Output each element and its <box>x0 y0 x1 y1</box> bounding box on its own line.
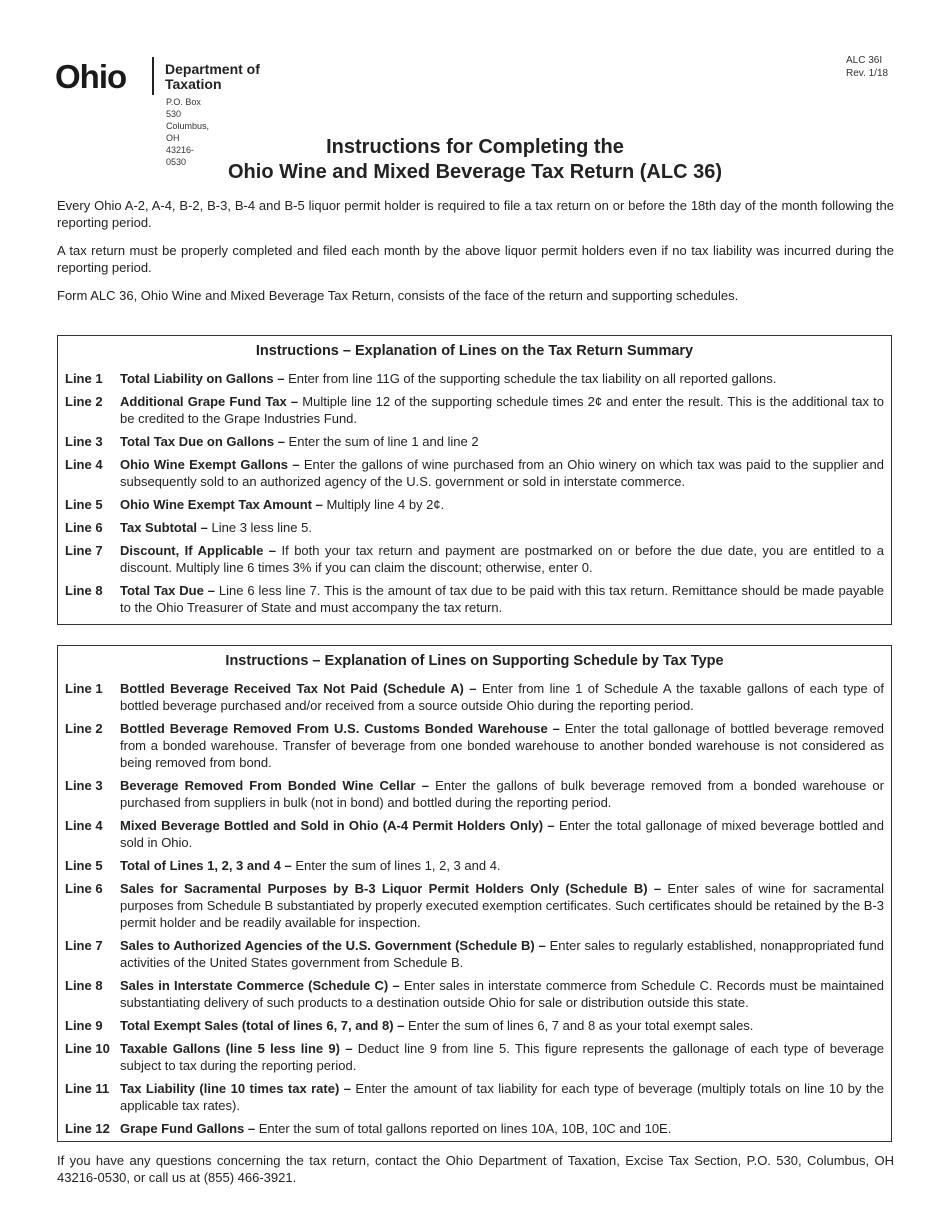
line-number: Line 1 <box>65 681 103 696</box>
department-name-line1: Department of <box>165 61 260 77</box>
line-term: Taxable Gallons (line 5 less line 9) – <box>120 1041 353 1056</box>
line-term: Sales for Sacramental Purposes by B-3 Liquor Permit Holders Only (Schedule B) – <box>120 881 662 896</box>
instruction-line <box>58 582 891 616</box>
intro-paragraph: A tax return must be properly completed and filed each month by the above liquor permit holders even if no tax liability was incurred during the reporting period. <box>57 243 894 275</box>
form-code: ALC 36I <box>846 55 883 66</box>
line-term: Sales to Authorized Agencies of the U.S. Government (Schedule B) – <box>120 938 546 953</box>
schedule-instructions-box <box>57 645 892 1142</box>
line-body: Enter from line 1 of Schedule A the taxable gallons of each type of bottled beverage purchased and/or received from a source outside Ohio during the reporting period. <box>120 681 884 713</box>
line-number: Line 5 <box>65 497 103 512</box>
address-line2: Columbus, OH 43216-0530 <box>166 121 210 167</box>
line-term: Bottled Beverage Received Tax Not Paid (Schedule A) – <box>120 681 477 696</box>
line-number: Line 2 <box>65 394 103 409</box>
page-title <box>0 135 950 185</box>
line-term: Ohio Wine Exempt Gallons – <box>120 457 300 472</box>
line-description <box>120 1017 891 1034</box>
line-term: Additional Grape Fund Tax – <box>120 394 299 409</box>
line-description <box>120 1040 891 1074</box>
instruction-line <box>58 937 891 971</box>
line-body: Line 6 less line 7. This is the amount of tax due to be paid with this tax return. Remittance should be made payable to the Ohio Treasurer of State and must accompany the tax return. <box>120 583 884 615</box>
instruction-line <box>58 1040 891 1074</box>
instruction-line <box>58 880 891 931</box>
line-body: Enter sales of wine for sacramental purposes from Schedule B substantiated by properly executed exemption certificates. Such certificates should be retained by the B-3 permit holder and be readily available for inspection. <box>120 881 884 930</box>
schedule-heading: Instructions – Explanation of Lines on Supporting Schedule by Tax Type <box>225 653 724 669</box>
line-description <box>120 680 891 714</box>
line-description <box>120 519 891 536</box>
line-body: Enter the sum of total gallons reported on lines 10A, 10B, 10C and 10E. <box>255 1121 672 1136</box>
line-number: Line 3 <box>65 434 103 449</box>
line-description <box>120 456 891 490</box>
line-body: Enter the sum of line 1 and line 2 <box>284 434 479 449</box>
line-term: Tax Liability (line 10 times tax rate) – <box>120 1081 351 1096</box>
line-term: Total Tax Due on Gallons – <box>120 434 285 449</box>
line-description <box>120 777 891 811</box>
form-identifier <box>846 54 888 80</box>
line-number: Line 10 <box>65 1041 110 1056</box>
instruction-line <box>58 1120 891 1137</box>
line-term: Beverage Removed From Bonded Wine Cellar – <box>120 778 429 793</box>
line-body: Enter sales in interstate commerce from Schedule C. Records must be maintained substantiating delivery of such products to a destination outside Ohio for sale or distribution outside this state. <box>120 978 885 1010</box>
department-name-line2: Taxation <box>165 76 222 92</box>
line-body: Multiple line 12 of the supporting schedule times 2¢ and enter the result. This is the additional tax to be credited to the Grape Industries Fund. <box>120 394 884 426</box>
line-term: Mixed Beverage Bottled and Sold in Ohio (A-4 Permit Holders Only) – <box>120 818 555 833</box>
line-number: Line 5 <box>65 858 103 873</box>
line-description <box>120 393 891 427</box>
line-term: Total Exempt Sales (total of lines 6, 7, and 8) – <box>120 1018 405 1033</box>
line-term: Total of Lines 1, 2, 3 and 4 – <box>120 858 292 873</box>
form-revision: Rev. 1/18 <box>846 68 889 79</box>
line-description <box>120 857 891 874</box>
instruction-line <box>58 1017 891 1034</box>
line-description <box>120 937 891 971</box>
instruction-line <box>58 370 891 387</box>
line-description <box>120 720 891 771</box>
line-description <box>120 880 891 931</box>
line-body: Enter the amount of tax liability for each type of beverage (multiply totals on line 10 by the applicable tax rates). <box>120 1081 885 1113</box>
instruction-line <box>58 857 891 874</box>
intro-paragraph: Form ALC 36, Ohio Wine and Mixed Beverage Tax Return, consists of the face of the return and supporting schedules. <box>57 288 739 303</box>
instruction-line <box>58 720 891 771</box>
line-term: Grape Fund Gallons – <box>120 1121 256 1136</box>
line-number: Line 7 <box>65 938 103 953</box>
line-description <box>120 1120 891 1137</box>
page-title-line2: Ohio Wine and Mixed Beverage Tax Return (ALC 36) <box>228 161 722 183</box>
line-term: Discount, If Applicable – <box>120 543 277 558</box>
line-number: Line 12 <box>65 1121 110 1136</box>
line-body: Enter the gallons of wine purchased from an Ohio winery on which tax was paid to the supplier and subsequently sold to an authorized agency of the U.S. government or sold in interstate commerce. <box>120 457 884 489</box>
line-number: Line 1 <box>65 371 103 386</box>
schedule-line-list <box>58 680 891 1137</box>
instruction-line <box>58 777 891 811</box>
line-body: Enter sales to regularly established, nonappropriated fund activities of the United States government from Schedule B. <box>120 938 884 970</box>
line-number: Line 3 <box>65 778 103 793</box>
instruction-line <box>58 496 891 513</box>
line-term: Total Liability on Gallons – <box>120 371 285 386</box>
summary-line-list <box>58 370 891 616</box>
intro-paragraph: Every Ohio A-2, A-4, B-2, B-3, B-4 and B-5 liquor permit holder is required to file a tax return on or before the 18th day of the month following the reporting period. <box>57 198 894 230</box>
line-body: Enter the sum of lines 1, 2, 3 and 4. <box>291 858 501 873</box>
line-number: Line 2 <box>65 721 103 736</box>
line-description <box>120 977 891 1011</box>
instruction-line <box>58 433 891 450</box>
line-number: Line 8 <box>65 583 103 598</box>
line-number: Line 4 <box>65 457 103 472</box>
instruction-line <box>58 817 891 851</box>
logo-divider <box>152 57 154 95</box>
line-description <box>120 582 891 616</box>
line-body: Enter the total gallonage of mixed beverage bottled and sold in Ohio. <box>120 818 884 850</box>
line-body: Enter the gallons of bulk beverage removed from a bonded warehouse or purchased from suppliers in bulk (not in bond) and bottled during the reporting period. <box>120 778 884 810</box>
instruction-line <box>58 542 891 576</box>
ohio-logo-wordmark: Ohio <box>55 58 127 95</box>
instruction-line <box>58 680 891 714</box>
line-number: Line 7 <box>65 543 103 558</box>
line-term: Sales in Interstate Commerce (Schedule C) – <box>120 978 400 993</box>
line-number: Line 11 <box>65 1081 110 1096</box>
line-description <box>120 542 891 576</box>
instruction-line <box>58 456 891 490</box>
page-title-line1: Instructions for Completing the <box>326 136 624 158</box>
line-description <box>120 1080 891 1114</box>
address-line1: P.O. Box 530 <box>166 97 201 119</box>
intro-section <box>57 197 894 315</box>
line-term: Tax Subtotal – <box>120 520 208 535</box>
line-body: Multiply line 4 by 2¢. <box>322 497 445 512</box>
department-name <box>165 62 305 92</box>
instruction-line <box>58 977 891 1011</box>
line-number: Line 4 <box>65 818 103 833</box>
line-term: Total Tax Due – <box>120 583 215 598</box>
line-body: Enter from line 11G of the supporting schedule the tax liability on all reported gallons. <box>284 371 777 386</box>
line-number: Line 6 <box>65 881 103 896</box>
line-term: Bottled Beverage Removed From U.S. Customs Bonded Warehouse – <box>120 721 560 736</box>
line-body: Deduct line 9 from line 5. This figure represents the gallonage of each type of beverage subject to tax during the reporting period. <box>120 1041 884 1073</box>
line-description <box>120 817 891 851</box>
line-body: Enter the sum of lines 6, 7 and 8 as your total exempt sales. <box>404 1018 754 1033</box>
line-body: Line 3 less line 5. <box>207 520 312 535</box>
line-description <box>120 496 891 513</box>
line-number: Line 8 <box>65 978 103 993</box>
line-description <box>120 370 891 387</box>
contact-footer: If you have any questions concerning the tax return, contact the Ohio Department of Taxation, Excise Tax Section, P.O. 530, Columbus, OH 43216-0530, or call us at (855) 466-3921. <box>57 1153 894 1185</box>
summary-heading: Instructions – Explanation of Lines on the Tax Return Summary <box>255 343 694 359</box>
line-body: If both your tax return and payment are postmarked on or before the due date, you are entitled to a discount. Multiply line 6 times 3% if you can claim the discount; otherwise, enter 0. <box>120 543 884 575</box>
line-number: Line 9 <box>65 1018 103 1033</box>
line-term: Ohio Wine Exempt Tax Amount – <box>120 497 323 512</box>
instruction-line <box>58 1080 891 1114</box>
instruction-line <box>58 393 891 427</box>
summary-instructions-box <box>57 335 892 625</box>
line-description <box>120 433 891 450</box>
instruction-line <box>58 519 891 536</box>
line-number: Line 6 <box>65 520 103 535</box>
line-body: Enter the total gallonage of bottled beverage removed from a bonded warehouse. Transfer of beverage from one bonded warehouse to another bonded warehouse is not considered as being removed from bond. <box>120 721 884 770</box>
